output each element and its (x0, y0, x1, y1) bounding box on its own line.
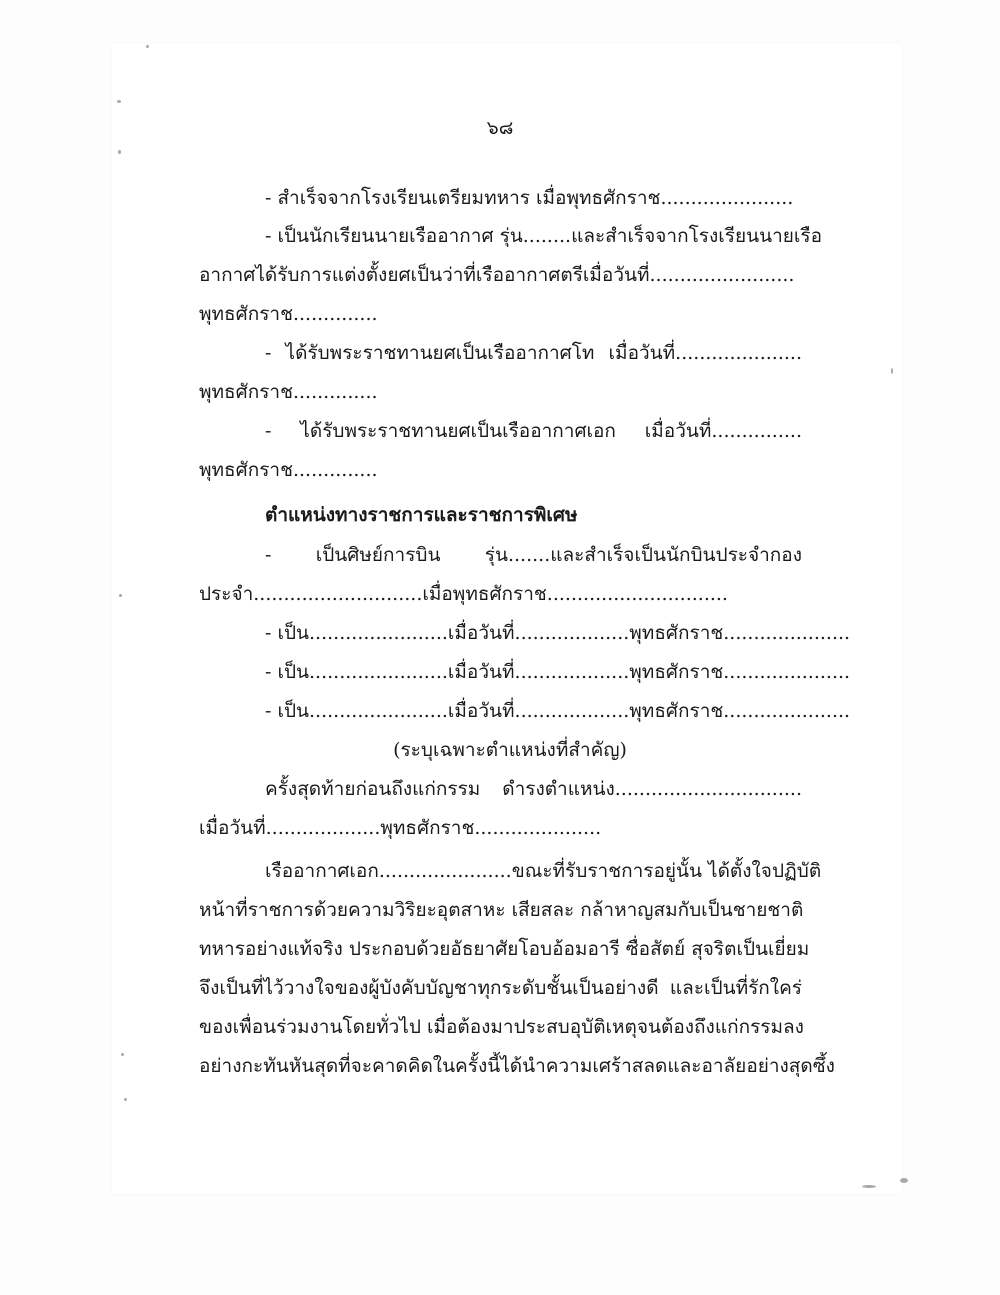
scan-speck (117, 100, 121, 103)
scan-speck (118, 150, 121, 154)
page-number: ๖๘ (486, 117, 514, 139)
text-line: พุทธศักราช.............. (199, 381, 378, 403)
paragraph-line: หน้าที่ราชการด้วยความวิริยะอุตสาหะ เสียสละ กล้าหาญสมกับเป็นชายชาติ (199, 899, 804, 921)
paragraph-line: ของเพื่อนร่วมงานโดยทั่วไป เมื่อต้องมาประสบอุบัติเหตุจนต้องถึงแก่กรรมลง (199, 1016, 804, 1038)
text-line: - เป็น.......................เมื่อวันที่...................พุทธศักราช..................... (265, 622, 851, 644)
text-line: ประจำ............................เมื่อพุทธศักราช.............................. (199, 583, 728, 605)
text-line: - เป็นศิษย์การบิน รุ่น.......และสำเร็จเป็นนักบินประจำกอง (265, 544, 802, 566)
paragraph-line: เรืออากาศเอก......................ขณะที่รับราชการอยู่นั้น ได้ตั้งใจปฏิบัติ (265, 860, 822, 882)
text-line: - เป็น.......................เมื่อวันที่...................พุทธศักราช..................... (265, 700, 851, 722)
text-line: - ได้รับพระราชทานยศเป็นเรืออากาศเอก เมื่อวันที่............... (265, 420, 802, 442)
paragraph-line: ทหารอย่างแท้จริง ประกอบด้วยอัธยาศัยโอบอ้อมอารี ซื่อสัตย์ สุจริตเป็นเยี่ยม (199, 938, 810, 960)
scan-speck (119, 594, 122, 597)
text-line: - ได้รับพระราชทานยศเป็นเรืออากาศโท เมื่อวันที่..................... (265, 342, 802, 364)
paragraph-line: จึงเป็นที่ไว้วางใจของผู้บังคับบัญชาทุกระดับชั้นเป็นอย่างดี และเป็นที่รักใคร่ (199, 977, 802, 999)
paragraph-line: อย่างกะทันหันสุดที่จะคาดคิดในครั้งนี้ได้นำความเศร้าสลดและอาลัยอย่างสุดซึ้ง (199, 1055, 835, 1077)
scan-speck (124, 1098, 127, 1101)
note-line: (ระบุเฉพาะตำแหน่งที่สำคัญ) (393, 739, 627, 761)
section-heading: ตำแหน่งทางราชการและราชการพิเศษ (265, 504, 578, 526)
scan-speck (891, 368, 893, 374)
scan-speck (862, 1185, 876, 1188)
text-line: พุทธศักราช.............. (199, 459, 378, 481)
scan-speck (900, 1178, 908, 1183)
text-line: พุทธศักราช.............. (199, 303, 378, 325)
text-line: ครั้งสุดท้ายก่อนถึงแก่กรรม ดำรงตำแหน่ง............................... (265, 778, 802, 800)
text-line: - เป็น.......................เมื่อวันที่...................พุทธศักราช..................... (265, 661, 851, 683)
text-line: อากาศได้รับการแต่งตั้งยศเป็นว่าที่เรืออากาศตรีเมื่อวันที่........................ (199, 264, 795, 286)
text-line: - เป็นนักเรียนนายเรืออากาศ รุ่น........และสำเร็จจากโรงเรียนนายเรือ (265, 225, 822, 247)
scan-speck (121, 1053, 124, 1056)
scan-speck (146, 45, 149, 48)
text-line: - สำเร็จจากโรงเรียนเตรียมทหาร เมื่อพุทธศักราช...................... (265, 187, 794, 209)
text-line: เมื่อวันที่...................พุทธศักราช..................... (199, 817, 602, 839)
